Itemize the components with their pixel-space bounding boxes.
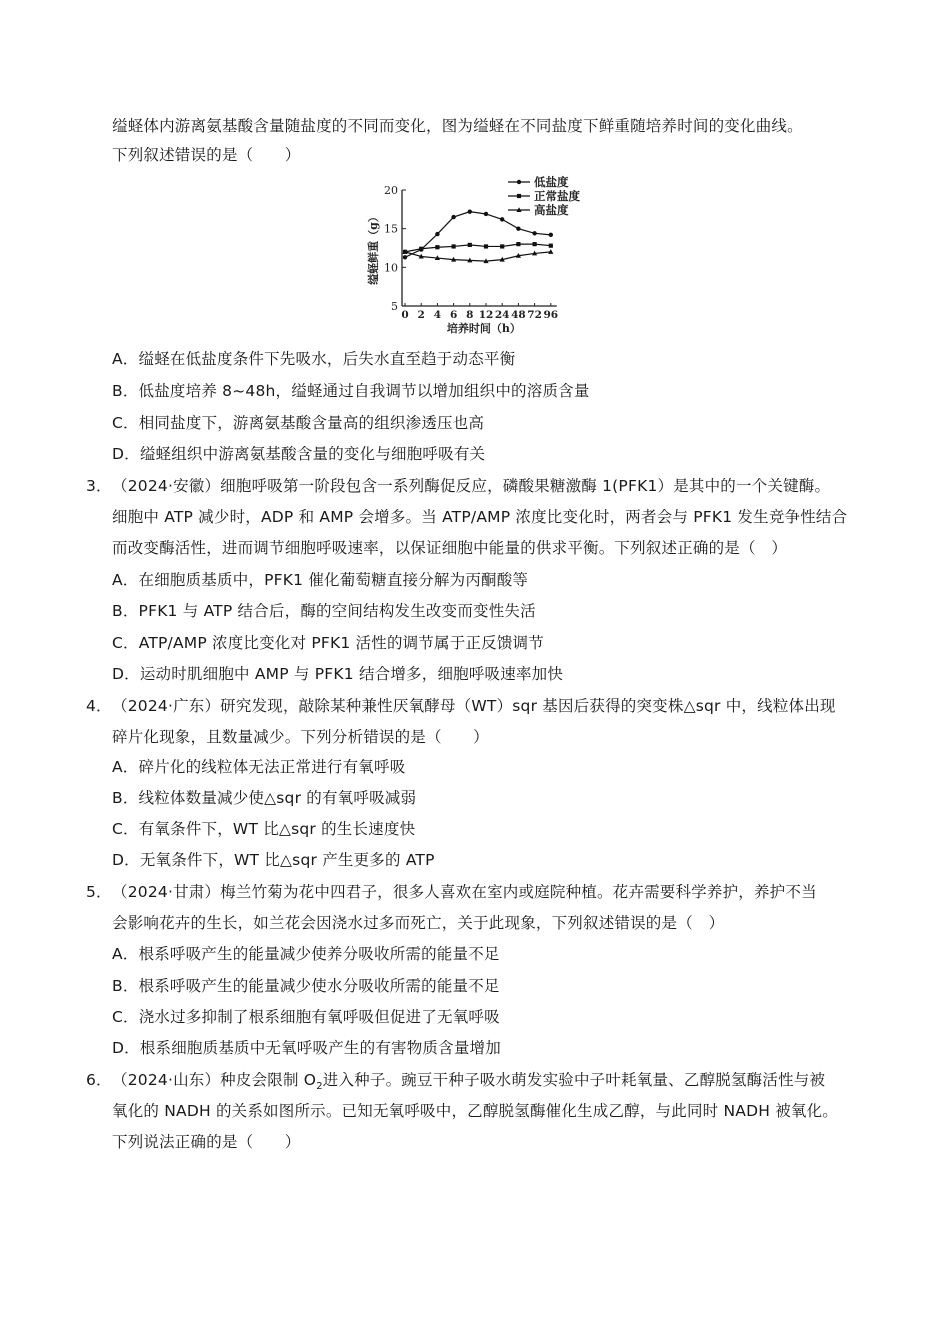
- data-point: [451, 215, 455, 219]
- legend-marker: [517, 180, 521, 184]
- q4-number: 4．: [86, 697, 112, 715]
- q3-line3: 而改变酶活性，进而调节细胞呼吸速率，以保证细胞中能量的供求平衡。下列叙述正确的是（ ）: [112, 539, 788, 557]
- legend-marker: [517, 194, 521, 198]
- data-point: [500, 217, 504, 221]
- q5-option-a: A．根系呼吸产生的能量减少使养分吸收所需的能量不足: [112, 945, 500, 963]
- x-tick-label: 2: [417, 309, 425, 321]
- data-point: [516, 242, 520, 246]
- q4-line1: （2024·广东）研究发现，敲除某种兼性厌氧酵母（WT）sqr 基因后获得的突变株△sqr 中，线粒体出现: [112, 697, 836, 715]
- q4-option-b: B．线粒体数量减少使△sqr 的有氧呼吸减弱: [112, 789, 417, 807]
- data-point: [484, 244, 488, 248]
- data-point: [468, 209, 472, 213]
- data-point: [435, 245, 439, 249]
- data-point: [435, 232, 439, 236]
- q2-option-a: A．缢蛏在低盐度条件下先吸水，后失水直至趋于动态平衡: [112, 350, 516, 368]
- legend-label: 低盐度: [534, 175, 569, 189]
- data-point: [419, 247, 423, 251]
- x-tick-label: 48: [511, 309, 526, 321]
- q3-option-d: D．运动时肌细胞中 AMP 与 PFK1 结合增多，细胞呼吸速率加快: [112, 665, 564, 683]
- q3-option-a: A．在细胞质基质中，PFK1 催化葡萄糖直接分解为丙酮酸等: [112, 571, 529, 589]
- legend-label: 高盐度: [534, 203, 569, 217]
- data-point: [549, 244, 553, 248]
- x-tick-label: 96: [543, 309, 559, 321]
- chart-plot: [402, 175, 580, 263]
- y-tick-label: 20: [384, 184, 398, 197]
- y-tick-label: 10: [384, 261, 398, 275]
- data-point: [403, 255, 407, 259]
- x-tick-label: 24: [494, 309, 510, 321]
- q6-line1-part-b: 进入种子。豌豆干种子吸水萌发实验中子叶耗氧量、乙醇脱氢酶活性与被: [322, 1071, 826, 1089]
- series-line-1: [405, 212, 551, 258]
- q3-line2: 细胞中 ATP 减少时，ADP 和 AMP 会增多。当 ATP/AMP 浓度比变化时，两者会与 PFK1 发生竞争性结合: [112, 508, 848, 526]
- q4-line2: 碎片化现象，且数量减少。下列分析错误的是（ ）: [112, 728, 489, 746]
- y-axis-label: 缢蛏鲜重（g）: [367, 211, 380, 285]
- series-line-2: [405, 244, 551, 252]
- q2-stem-line2: 下列叙述错误的是（ ）: [112, 146, 301, 164]
- q2-option-d: D．缢蛏组织中游离氨基酸含量的变化与细胞呼吸有关: [112, 445, 486, 463]
- data-point: [484, 212, 488, 216]
- data-point: [533, 242, 537, 246]
- x-tick-label: 0: [401, 309, 409, 321]
- data-point: [468, 243, 472, 247]
- q6-line1-part-a: （2024·山东）种皮会限制 O: [112, 1071, 317, 1089]
- q4-option-c: C．有氧条件下，WT 比△sqr 的生长速度快: [112, 820, 416, 838]
- y-tick-label: 15: [384, 222, 398, 236]
- q5-line1: （2024·甘肃）梅兰竹菊为花中四君子，很多人喜欢在室内或庭院种植。花卉需要科学养护，养护不当: [112, 883, 817, 901]
- x-tick-label: 8: [466, 309, 474, 321]
- q6-line2: 氧化的 NADH 的关系如图所示。已知无氧呼吸中，乙醇脱氢酶催化生成乙醇，与此同时 NADH 被氧化。: [112, 1102, 838, 1120]
- legend-label: 正常盐度: [534, 189, 580, 203]
- series-line-3: [405, 252, 551, 261]
- q4-option-a: A．碎片化的线粒体无法正常进行有氧呼吸: [112, 758, 406, 776]
- x-axis-label: 培养时间（h）: [446, 322, 521, 335]
- q3-line1: （2024·安徽）细胞呼吸第一阶段包含一系列酶促反应，磷酸果糖激酶 1(PFK1）是其中的一个关键酶。: [112, 477, 831, 495]
- y-tick-label: 5: [391, 300, 398, 313]
- fresh-weight-chart: [360, 172, 600, 340]
- data-point: [500, 244, 504, 248]
- q3-number: 3．: [86, 477, 112, 495]
- q3-option-c: C．ATP/AMP 浓度比变化对 PFK1 活性的调节属于正反馈调节: [112, 634, 544, 652]
- q5-line2: 会影响花卉的生长，如兰花会因浇水过多而死亡，关于此现象，下列叙述错误的是（ ）: [112, 914, 725, 932]
- data-point: [532, 231, 536, 235]
- q3-option-b: B．PFK1 与 ATP 结合后，酶的空间结构发生改变而变性失活: [112, 602, 536, 620]
- q6-line3: 下列说法正确的是（ ）: [112, 1133, 301, 1151]
- x-tick-label: 6: [449, 309, 458, 321]
- q6-line1-subscript: 2: [316, 1081, 323, 1093]
- x-tick-label: 72: [527, 309, 542, 321]
- data-point: [516, 226, 520, 230]
- q6-number: 6．: [86, 1071, 112, 1089]
- x-tick-label: 4: [433, 309, 442, 321]
- q6-line1: [112, 1069, 825, 1098]
- q5-option-c: C．浇水过多抑制了根系细胞有氧呼吸但促进了无氧呼吸: [112, 1008, 500, 1026]
- q5-number: 5．: [86, 883, 112, 901]
- data-point: [452, 244, 456, 248]
- data-point: [549, 233, 553, 237]
- q2-option-c: C．相同盐度下，游离氨基酸含量高的组织渗透压也高: [112, 414, 485, 432]
- q2-option-b: B．低盐度培养 8~48h，缢蛏通过自我调节以增加组织中的溶质含量: [112, 382, 590, 400]
- q5-option-d: D．根系细胞质基质中无氧呼吸产生的有害物质含量增加: [112, 1039, 501, 1057]
- q2-stem-line1: 缢蛏体内游离氨基酸含量随盐度的不同而变化，图为缢蛏在不同盐度下鲜重随培养时间的变化曲线。: [112, 117, 803, 135]
- q5-option-b: B．根系呼吸产生的能量减少使水分吸收所需的能量不足: [112, 977, 500, 995]
- x-tick-label: 12: [478, 309, 494, 321]
- q4-option-d: D．无氧条件下，WT 比△sqr 产生更多的 ATP: [112, 851, 435, 869]
